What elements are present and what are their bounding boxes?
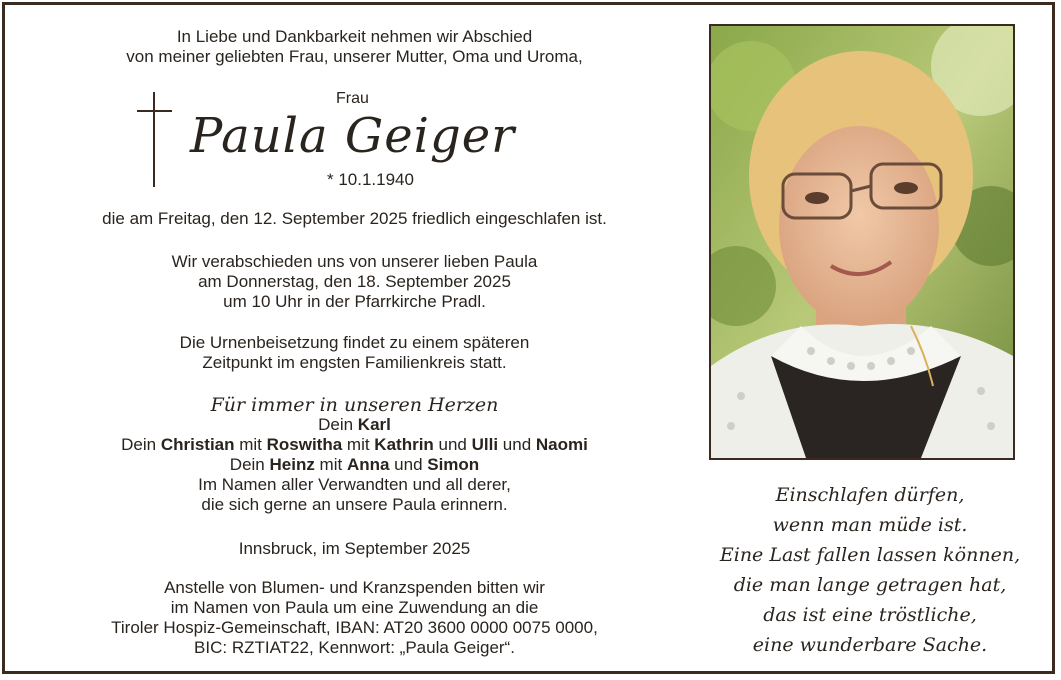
title-prefix: Frau bbox=[336, 90, 369, 107]
motto: Für immer in unseren Herzen bbox=[210, 394, 499, 416]
place-date: Innsbruck, im September 2025 bbox=[238, 539, 471, 558]
intro-text bbox=[22, 27, 687, 67]
intro-line: In Liebe und Dankbarkeit nehmen wir Abschied bbox=[176, 27, 533, 46]
family-line: Dein Karl bbox=[318, 415, 391, 434]
poem-line: das ist eine tröstliche, bbox=[763, 604, 977, 626]
family-line: die sich gerne an unsere Paula erinnern. bbox=[201, 495, 508, 514]
family-line: Im Namen aller Verwandten und all derer, bbox=[198, 475, 511, 494]
poem-line: Eine Last fallen lassen können, bbox=[719, 544, 1021, 566]
poem-line: wenn man müde ist. bbox=[772, 514, 968, 536]
death-line: die am Freitag, den 12. September 2025 friedlich eingeschlafen ist. bbox=[102, 209, 607, 228]
deceased-name: Paula Geiger bbox=[190, 108, 516, 164]
birth-date: * 10.1.1940 bbox=[327, 170, 414, 189]
poem-line: die man lange getragen hat, bbox=[733, 574, 1007, 596]
family-line: Dein Christian mit Roswitha mit Kathrin und Ulli und Naomi bbox=[121, 435, 588, 454]
cross-icon bbox=[153, 92, 155, 187]
farewell-text: Wir verabschieden uns von unserer lieben Paula am Donnerstag, den 18. September 2025 um 10 Uhr in der Pfarrkirche Pradl. bbox=[171, 252, 538, 311]
urn-text: Die Urnenbeisetzung findet zu einem späteren Zeitpunkt im engsten Familienkreis statt. bbox=[179, 333, 530, 372]
poem-line: Einschlafen dürfen, bbox=[775, 484, 965, 506]
donation-text: Anstelle von Blumen- und Kranzspenden bitten wir im Namen von Paula um eine Zuwendung an die Tiroler Hospiz-Gemeinschaft, IBAN: AT20 3600 0000 0075 0000, BIC: RZTIAT22, Kennwort: „Paula Geiger“. bbox=[111, 578, 598, 657]
intro-line: von meiner geliebten Frau, unserer Mutter, Oma und Uroma, bbox=[126, 47, 583, 66]
poem bbox=[700, 480, 1040, 660]
family-block bbox=[22, 395, 687, 515]
portrait-photo bbox=[709, 24, 1015, 460]
cross-icon-bar bbox=[137, 110, 172, 112]
family-line: Dein Heinz mit Anna und Simon bbox=[229, 455, 480, 474]
poem-line: eine wunderbare Sache. bbox=[752, 634, 988, 656]
